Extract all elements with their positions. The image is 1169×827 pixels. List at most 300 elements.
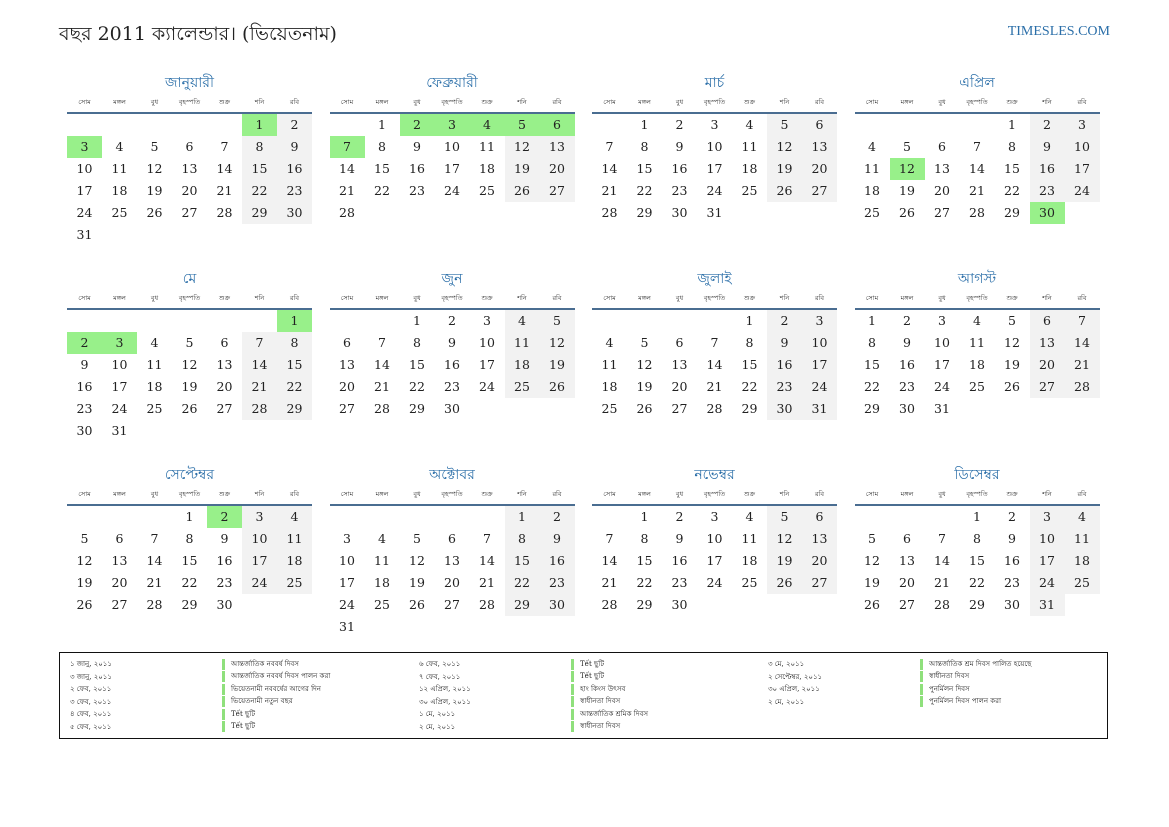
day-cell[interactable]: 10: [339, 553, 355, 568]
day-cell[interactable]: 23: [1030, 180, 1065, 202]
day-cell[interactable]: 27: [802, 180, 837, 202]
day-cell[interactable]: 30: [1004, 597, 1020, 612]
day-cell[interactable]: 16: [409, 161, 425, 176]
day-cell[interactable]: 3: [343, 531, 351, 546]
day-cell[interactable]: 22: [636, 183, 653, 198]
day-cell[interactable]: 4: [745, 117, 754, 132]
day-cell[interactable]: 8: [277, 332, 312, 354]
day-cell[interactable]: 13: [802, 136, 837, 158]
day-cell[interactable]: 3: [802, 310, 837, 332]
day-cell[interactable]: 11: [741, 139, 758, 154]
day-cell[interactable]: 30: [540, 594, 575, 616]
day-cell[interactable]: 20: [899, 575, 915, 590]
day-cell[interactable]: 25: [601, 401, 618, 416]
day-cell[interactable]: 25: [479, 183, 495, 198]
day-cell[interactable]: 1: [185, 509, 194, 524]
day-cell[interactable]: 16: [1030, 158, 1065, 180]
day-cell[interactable]: 11: [374, 553, 390, 568]
day-cell[interactable]: 4: [605, 335, 614, 350]
day-cell[interactable]: 1: [745, 313, 754, 328]
day-cell[interactable]: 17: [934, 357, 950, 372]
day-cell[interactable]: 27: [444, 597, 460, 612]
day-cell[interactable]: 28: [242, 398, 277, 420]
day-cell[interactable]: 8: [413, 335, 421, 350]
day-cell[interactable]: 15: [864, 357, 880, 372]
day-cell[interactable]: 9: [540, 528, 575, 550]
day-cell[interactable]: 18: [146, 379, 163, 394]
day-cell[interactable]: 31: [339, 619, 355, 634]
day-cell[interactable]: 12: [1004, 335, 1020, 350]
day-cell[interactable]: 10: [1065, 136, 1100, 158]
day-cell[interactable]: 13: [540, 136, 575, 158]
day-cell[interactable]: 16: [444, 357, 460, 372]
day-cell[interactable]: 9: [1008, 531, 1016, 546]
day-cell[interactable]: 20: [339, 379, 355, 394]
day-cell[interactable]: 14: [601, 161, 618, 176]
day-cell[interactable]: 24: [706, 575, 723, 590]
day-cell[interactable]: 10: [111, 357, 128, 372]
day-cell[interactable]: 14: [146, 553, 163, 568]
day-cell[interactable]: 15: [409, 357, 425, 372]
day-cell[interactable]: 4: [115, 139, 124, 154]
day-cell[interactable]: 5: [868, 531, 876, 546]
day-cell[interactable]: 11: [479, 139, 495, 154]
day-cell[interactable]: 16: [671, 161, 688, 176]
day-cell[interactable]: 1: [868, 313, 876, 328]
day-cell[interactable]: 20: [216, 379, 233, 394]
day-cell[interactable]: 29: [242, 202, 277, 224]
day-cell[interactable]: 20: [111, 575, 128, 590]
day-cell[interactable]: 19: [76, 575, 93, 590]
day-cell[interactable]: 27: [181, 205, 198, 220]
day-cell[interactable]: 12: [181, 357, 198, 372]
day-cell[interactable]: 21: [216, 183, 233, 198]
day-cell[interactable]: 31: [706, 205, 723, 220]
day-cell[interactable]: 10: [802, 332, 837, 354]
day-cell[interactable]: 18: [1065, 550, 1100, 572]
day-cell[interactable]: 26: [864, 597, 880, 612]
day-cell[interactable]: 28: [601, 205, 618, 220]
day-cell[interactable]: 25: [146, 401, 163, 416]
day-cell[interactable]: 3: [710, 509, 719, 524]
day-cell[interactable]: 9: [80, 357, 89, 372]
day-cell[interactable]: 7: [242, 332, 277, 354]
day-cell[interactable]: 27: [216, 401, 233, 416]
day-cell[interactable]: 8: [640, 139, 649, 154]
day-cell[interactable]: 12: [767, 528, 802, 550]
day-cell[interactable]: 2: [675, 509, 684, 524]
day-cell[interactable]: 2: [448, 313, 456, 328]
day-cell[interactable]: 14: [601, 553, 618, 568]
day-cell[interactable]: 5: [640, 335, 649, 350]
day-cell[interactable]: 10: [444, 139, 460, 154]
day-cell[interactable]: 5: [150, 139, 159, 154]
day-cell[interactable]: 28: [216, 205, 233, 220]
day-cell[interactable]: 19: [409, 575, 425, 590]
day-cell[interactable]: 7: [973, 139, 981, 154]
day-cell[interactable]: 24: [111, 401, 128, 416]
day-cell[interactable]: 24: [802, 376, 837, 398]
day-cell[interactable]: 10: [706, 531, 723, 546]
day-cell[interactable]: 13: [444, 553, 460, 568]
day-cell[interactable]: 7: [605, 531, 614, 546]
day-cell[interactable]: 29: [741, 401, 758, 416]
day-cell[interactable]: 22: [1004, 183, 1020, 198]
day-cell[interactable]: 22: [636, 575, 653, 590]
day-cell[interactable]: 5: [540, 310, 575, 332]
day-cell[interactable]: 31: [934, 401, 950, 416]
day-cell[interactable]: 6: [448, 531, 456, 546]
day-cell[interactable]: 7: [150, 531, 159, 546]
day-cell[interactable]: 7: [605, 139, 614, 154]
holiday-day-cell[interactable]: 6: [540, 114, 575, 136]
holiday-day-cell[interactable]: 1: [277, 310, 312, 332]
day-cell[interactable]: 12: [146, 161, 163, 176]
day-cell[interactable]: 29: [969, 597, 985, 612]
brand-link[interactable]: TIMESLES.COM: [1007, 24, 1110, 39]
day-cell[interactable]: 29: [636, 597, 653, 612]
day-cell[interactable]: 12: [409, 553, 425, 568]
day-cell[interactable]: 1: [378, 117, 386, 132]
day-cell[interactable]: 18: [741, 553, 758, 568]
holiday-day-cell[interactable]: 4: [470, 114, 505, 136]
day-cell[interactable]: 24: [1065, 180, 1100, 202]
day-cell[interactable]: 16: [277, 158, 312, 180]
day-cell[interactable]: 30: [671, 205, 688, 220]
day-cell[interactable]: 18: [277, 550, 312, 572]
day-cell[interactable]: 9: [675, 531, 684, 546]
day-cell[interactable]: 29: [409, 401, 425, 416]
day-cell[interactable]: 29: [181, 597, 198, 612]
day-cell[interactable]: 21: [601, 575, 618, 590]
day-cell[interactable]: 23: [409, 183, 425, 198]
day-cell[interactable]: 7: [483, 531, 491, 546]
day-cell[interactable]: 28: [479, 597, 495, 612]
day-cell[interactable]: 24: [76, 205, 93, 220]
day-cell[interactable]: 13: [111, 553, 128, 568]
day-cell[interactable]: 18: [374, 575, 390, 590]
holiday-day-cell[interactable]: 2: [207, 506, 242, 528]
day-cell[interactable]: 25: [374, 597, 390, 612]
day-cell[interactable]: 6: [343, 335, 351, 350]
day-cell[interactable]: 23: [76, 401, 93, 416]
day-cell[interactable]: 7: [1065, 310, 1100, 332]
day-cell[interactable]: 25: [111, 205, 128, 220]
day-cell[interactable]: 20: [934, 183, 950, 198]
day-cell[interactable]: 16: [767, 354, 802, 376]
day-cell[interactable]: 18: [601, 379, 618, 394]
day-cell[interactable]: 27: [540, 180, 575, 202]
day-cell[interactable]: 30: [216, 597, 233, 612]
day-cell[interactable]: 13: [899, 553, 915, 568]
day-cell[interactable]: 10: [242, 528, 277, 550]
day-cell[interactable]: 13: [339, 357, 355, 372]
day-cell[interactable]: 12: [540, 332, 575, 354]
day-cell[interactable]: 22: [242, 180, 277, 202]
day-cell[interactable]: 15: [181, 553, 198, 568]
day-cell[interactable]: 5: [1008, 313, 1016, 328]
day-cell[interactable]: 4: [277, 506, 312, 528]
day-cell[interactable]: 6: [903, 531, 911, 546]
day-cell[interactable]: 21: [146, 575, 163, 590]
day-cell[interactable]: 2: [1008, 509, 1016, 524]
day-cell[interactable]: 19: [767, 158, 802, 180]
holiday-day-cell[interactable]: 5: [505, 114, 540, 136]
day-cell[interactable]: 20: [540, 158, 575, 180]
day-cell[interactable]: 2: [540, 506, 575, 528]
day-cell[interactable]: 30: [76, 423, 93, 438]
day-cell[interactable]: 3: [710, 117, 719, 132]
holiday-day-cell[interactable]: 3: [102, 332, 137, 354]
day-cell[interactable]: 3: [1065, 114, 1100, 136]
day-cell[interactable]: 11: [969, 335, 985, 350]
day-cell[interactable]: 14: [1065, 332, 1100, 354]
day-cell[interactable]: 17: [1065, 158, 1100, 180]
day-cell[interactable]: 21: [934, 575, 950, 590]
day-cell[interactable]: 15: [374, 161, 390, 176]
day-cell[interactable]: 5: [767, 114, 802, 136]
day-cell[interactable]: 14: [969, 161, 985, 176]
day-cell[interactable]: 1: [1008, 117, 1016, 132]
day-cell[interactable]: 6: [185, 139, 194, 154]
day-cell[interactable]: 10: [934, 335, 950, 350]
day-cell[interactable]: 26: [76, 597, 93, 612]
day-cell[interactable]: 15: [277, 354, 312, 376]
day-cell[interactable]: 14: [374, 357, 390, 372]
day-cell[interactable]: 5: [767, 506, 802, 528]
day-cell[interactable]: 19: [899, 183, 915, 198]
day-cell[interactable]: 9: [1030, 136, 1065, 158]
day-cell[interactable]: 14: [706, 357, 723, 372]
day-cell[interactable]: 23: [277, 180, 312, 202]
day-cell[interactable]: 15: [1004, 161, 1020, 176]
day-cell[interactable]: 6: [802, 114, 837, 136]
day-cell[interactable]: 19: [636, 379, 653, 394]
day-cell[interactable]: 11: [601, 357, 618, 372]
day-cell[interactable]: 16: [216, 553, 233, 568]
day-cell[interactable]: 14: [934, 553, 950, 568]
day-cell[interactable]: 8: [1008, 139, 1016, 154]
day-cell[interactable]: 28: [934, 597, 950, 612]
day-cell[interactable]: 25: [741, 183, 758, 198]
day-cell[interactable]: 6: [802, 506, 837, 528]
day-cell[interactable]: 25: [741, 575, 758, 590]
day-cell[interactable]: 12: [864, 553, 880, 568]
day-cell[interactable]: 2: [767, 310, 802, 332]
day-cell[interactable]: 25: [505, 376, 540, 398]
day-cell[interactable]: 12: [505, 136, 540, 158]
day-cell[interactable]: 17: [706, 553, 723, 568]
day-cell[interactable]: 24: [1030, 572, 1065, 594]
day-cell[interactable]: 18: [969, 357, 985, 372]
day-cell[interactable]: 28: [339, 205, 355, 220]
day-cell[interactable]: 20: [444, 575, 460, 590]
day-cell[interactable]: 2: [675, 117, 684, 132]
day-cell[interactable]: 25: [969, 379, 985, 394]
day-cell[interactable]: 9: [448, 335, 456, 350]
day-cell[interactable]: 6: [1030, 310, 1065, 332]
day-cell[interactable]: 1: [505, 506, 540, 528]
day-cell[interactable]: 1: [640, 509, 649, 524]
day-cell[interactable]: 18: [479, 161, 495, 176]
day-cell[interactable]: 24: [479, 379, 495, 394]
day-cell[interactable]: 11: [1065, 528, 1100, 550]
day-cell[interactable]: 4: [745, 509, 754, 524]
day-cell[interactable]: 7: [938, 531, 946, 546]
day-cell[interactable]: 30: [767, 398, 802, 420]
day-cell[interactable]: 5: [903, 139, 911, 154]
day-cell[interactable]: 6: [938, 139, 946, 154]
day-cell[interactable]: 26: [1004, 379, 1020, 394]
day-cell[interactable]: 5: [185, 335, 194, 350]
day-cell[interactable]: 28: [374, 401, 390, 416]
day-cell[interactable]: 28: [706, 401, 723, 416]
day-cell[interactable]: 27: [671, 401, 688, 416]
day-cell[interactable]: 14: [339, 161, 355, 176]
day-cell[interactable]: 19: [1004, 357, 1020, 372]
day-cell[interactable]: 21: [969, 183, 985, 198]
day-cell[interactable]: 4: [1065, 506, 1100, 528]
day-cell[interactable]: 23: [671, 575, 688, 590]
day-cell[interactable]: 27: [339, 401, 355, 416]
day-cell[interactable]: 12: [636, 357, 653, 372]
day-cell[interactable]: 15: [505, 550, 540, 572]
day-cell[interactable]: 20: [1030, 354, 1065, 376]
day-cell[interactable]: 15: [969, 553, 985, 568]
day-cell[interactable]: 20: [802, 158, 837, 180]
day-cell[interactable]: 4: [973, 313, 981, 328]
day-cell[interactable]: 9: [220, 531, 229, 546]
day-cell[interactable]: 13: [934, 161, 950, 176]
day-cell[interactable]: 12: [767, 136, 802, 158]
day-cell[interactable]: 16: [1004, 553, 1020, 568]
day-cell[interactable]: 17: [111, 379, 128, 394]
day-cell[interactable]: 14: [479, 553, 495, 568]
day-cell[interactable]: 18: [864, 183, 880, 198]
day-cell[interactable]: 31: [111, 423, 128, 438]
day-cell[interactable]: 14: [242, 354, 277, 376]
day-cell[interactable]: 15: [636, 553, 653, 568]
day-cell[interactable]: 11: [146, 357, 163, 372]
day-cell[interactable]: 17: [479, 357, 495, 372]
day-cell[interactable]: 16: [540, 550, 575, 572]
day-cell[interactable]: 17: [706, 161, 723, 176]
day-cell[interactable]: 24: [339, 597, 355, 612]
day-cell[interactable]: 17: [76, 183, 93, 198]
day-cell[interactable]: 22: [181, 575, 198, 590]
day-cell[interactable]: 5: [80, 531, 89, 546]
day-cell[interactable]: 23: [767, 376, 802, 398]
day-cell[interactable]: 4: [868, 139, 876, 154]
day-cell[interactable]: 16: [76, 379, 93, 394]
day-cell[interactable]: 26: [540, 376, 575, 398]
day-cell[interactable]: 11: [277, 528, 312, 550]
day-cell[interactable]: 29: [864, 401, 880, 416]
day-cell[interactable]: 22: [741, 379, 758, 394]
day-cell[interactable]: 27: [802, 572, 837, 594]
day-cell[interactable]: 9: [413, 139, 421, 154]
day-cell[interactable]: 17: [242, 550, 277, 572]
day-cell[interactable]: 21: [706, 379, 723, 394]
day-cell[interactable]: 21: [479, 575, 495, 590]
day-cell[interactable]: 13: [1030, 332, 1065, 354]
day-cell[interactable]: 7: [710, 335, 719, 350]
day-cell[interactable]: 25: [277, 572, 312, 594]
day-cell[interactable]: 27: [899, 597, 915, 612]
day-cell[interactable]: 15: [741, 357, 758, 372]
day-cell[interactable]: 24: [444, 183, 460, 198]
day-cell[interactable]: 17: [339, 575, 355, 590]
day-cell[interactable]: 8: [378, 139, 386, 154]
day-cell[interactable]: 26: [146, 205, 163, 220]
day-cell[interactable]: 4: [378, 531, 386, 546]
day-cell[interactable]: 21: [339, 183, 355, 198]
day-cell[interactable]: 27: [1030, 376, 1065, 398]
day-cell[interactable]: 6: [115, 531, 124, 546]
day-cell[interactable]: 24: [706, 183, 723, 198]
day-cell[interactable]: 4: [150, 335, 159, 350]
day-cell[interactable]: 17: [1030, 550, 1065, 572]
day-cell[interactable]: 8: [973, 531, 981, 546]
day-cell[interactable]: 22: [277, 376, 312, 398]
day-cell[interactable]: 26: [767, 180, 802, 202]
day-cell[interactable]: 11: [505, 332, 540, 354]
day-cell[interactable]: 13: [216, 357, 233, 372]
day-cell[interactable]: 2: [903, 313, 911, 328]
day-cell[interactable]: 10: [479, 335, 495, 350]
day-cell[interactable]: 9: [277, 136, 312, 158]
day-cell[interactable]: 25: [864, 205, 880, 220]
day-cell[interactable]: 7: [220, 139, 229, 154]
day-cell[interactable]: 15: [636, 161, 653, 176]
day-cell[interactable]: 29: [505, 594, 540, 616]
day-cell[interactable]: 17: [444, 161, 460, 176]
day-cell[interactable]: 9: [903, 335, 911, 350]
day-cell[interactable]: 18: [741, 161, 758, 176]
day-cell[interactable]: 15: [242, 158, 277, 180]
day-cell[interactable]: 3: [242, 506, 277, 528]
day-cell[interactable]: 17: [802, 354, 837, 376]
day-cell[interactable]: 6: [220, 335, 229, 350]
day-cell[interactable]: 13: [802, 528, 837, 550]
day-cell[interactable]: 26: [505, 180, 540, 202]
day-cell[interactable]: 22: [969, 575, 985, 590]
day-cell[interactable]: 31: [76, 227, 93, 242]
day-cell[interactable]: 20: [181, 183, 198, 198]
day-cell[interactable]: 11: [741, 531, 758, 546]
day-cell[interactable]: 22: [505, 572, 540, 594]
day-cell[interactable]: 31: [802, 398, 837, 420]
holiday-day-cell[interactable]: 12: [890, 158, 925, 180]
day-cell[interactable]: 9: [675, 139, 684, 154]
day-cell[interactable]: 8: [505, 528, 540, 550]
day-cell[interactable]: 20: [671, 379, 688, 394]
day-cell[interactable]: 10: [1030, 528, 1065, 550]
day-cell[interactable]: 2: [1030, 114, 1065, 136]
day-cell[interactable]: 30: [444, 401, 460, 416]
day-cell[interactable]: 24: [934, 379, 950, 394]
day-cell[interactable]: 2: [277, 114, 312, 136]
day-cell[interactable]: 22: [409, 379, 425, 394]
day-cell[interactable]: 19: [505, 158, 540, 180]
day-cell[interactable]: 26: [636, 401, 653, 416]
day-cell[interactable]: 8: [868, 335, 876, 350]
day-cell[interactable]: 19: [864, 575, 880, 590]
day-cell[interactable]: 13: [181, 161, 198, 176]
day-cell[interactable]: 30: [277, 202, 312, 224]
holiday-day-cell[interactable]: 3: [67, 136, 102, 158]
day-cell[interactable]: 13: [671, 357, 688, 372]
